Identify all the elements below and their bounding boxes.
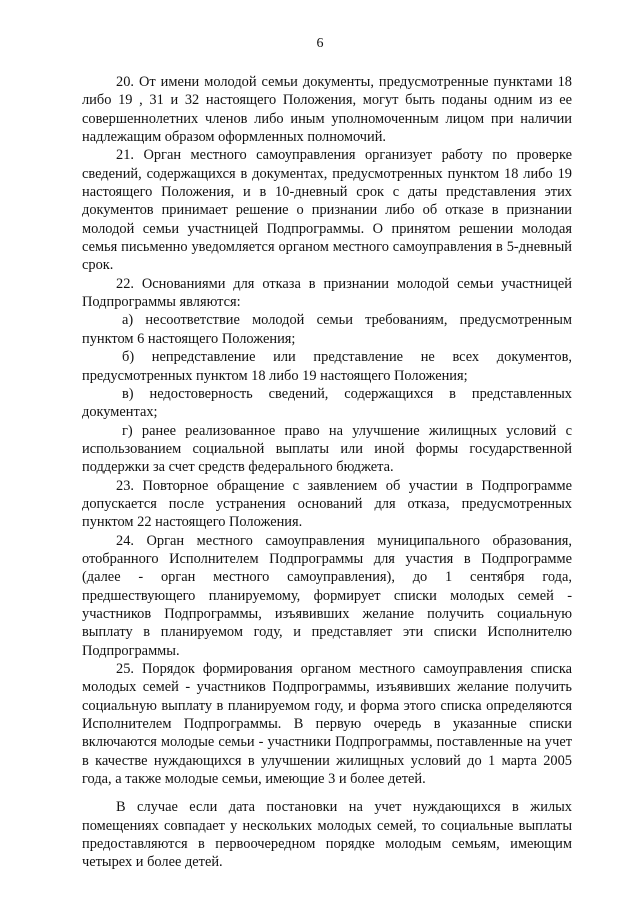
subitem-a: а) несоответствие молодой семьи требованиям, предусмотренным пунктом 6 настоящего Положения; — [82, 312, 572, 347]
subitem-v: в) недостоверность сведений, содержащихся в представленных документах; — [82, 385, 572, 421]
paragraph-item-20: 20. От имени молодой семьи документы, предусмотренные пунктами 18 либо 19 , 31 и 32 настоящего Положения, могут быть поданы одним из ее совершеннолетних членов либо иным уполномоченным лицом при наличии надлежащим образом оформленных полномочий. — [82, 74, 572, 146]
page-number: 6 — [316, 36, 324, 51]
paragraph-priority-rule: В случае если дата постановки на учет нуждающихся в жилых помещениях совпадает у нескольких молодых семей, то социальные выплаты предоставляются в первоочередном порядке молодым семьям, имеющим четырех и более детей. — [82, 799, 572, 871]
subitem-g: г) ранее реализованное право на улучшение жилищных условий с использованием социальной выплаты или иной формы государственной поддержки за счет средств федерального бюджета. — [82, 422, 572, 476]
paragraph-item-25: 25. Порядок формирования органом местного самоуправления списка молодых семей - участников Подпрограммы, изъявивших желание получить социальную выплату в планируемом году, и форма этого списка определяются Исполнителем Подпрограммы. В первую очередь в указанные списки включаются молодые семьи - участники Подпрограммы, поставленные на учет в качестве нуждающихся в улучшении жилищных условий до 1 марта 2005 года, а также молодые семьи, имеющие 3 и более детей. — [82, 661, 572, 788]
paragraph-item-22: 22. Основаниями для отказа в признании молодой семьи участницей Подпрограммы являются: — [82, 275, 572, 311]
document-body — [82, 73, 572, 872]
paragraph-item-21: 21. Орган местного самоуправления организует работу по проверке сведений, содержащихся в документах, предусмотренных пунктом 18 либо 19 настоящего Положения, и в 10-дневный срок с даты представления этих документов принимает решение о признании либо об отказе в признании молодой семьи участницей Подпрограммы. О принятом решении молодая семья письменно уведомляется органом местного самоуправления в 5-дневный срок. — [82, 147, 572, 274]
paragraph-item-23: 23. Повторное обращение с заявлением об участии в Подпрограмме допускается после устранения оснований для отказа, предусмотренных пунктом 22 настоящего Положения. — [82, 477, 572, 531]
paragraph-item-24: 24. Орган местного самоуправления муниципального образования, отобранного Исполнителем Подпрограммы для участия в Подпрограмме (далее - орган местного самоуправления), до 1 сентября года, предшествующего планируемому, формирует списки молодых семей - участников Подпрограммы, изъявивших желание получить социальную выплату в планируемом году, и представляет эти списки Исполнителю Подпрограммы. — [82, 532, 572, 659]
subitem-b: б) непредставление или представление не всех документов, предусмотренных пунктом 18 либо 19 настоящего Положения; — [82, 349, 572, 384]
